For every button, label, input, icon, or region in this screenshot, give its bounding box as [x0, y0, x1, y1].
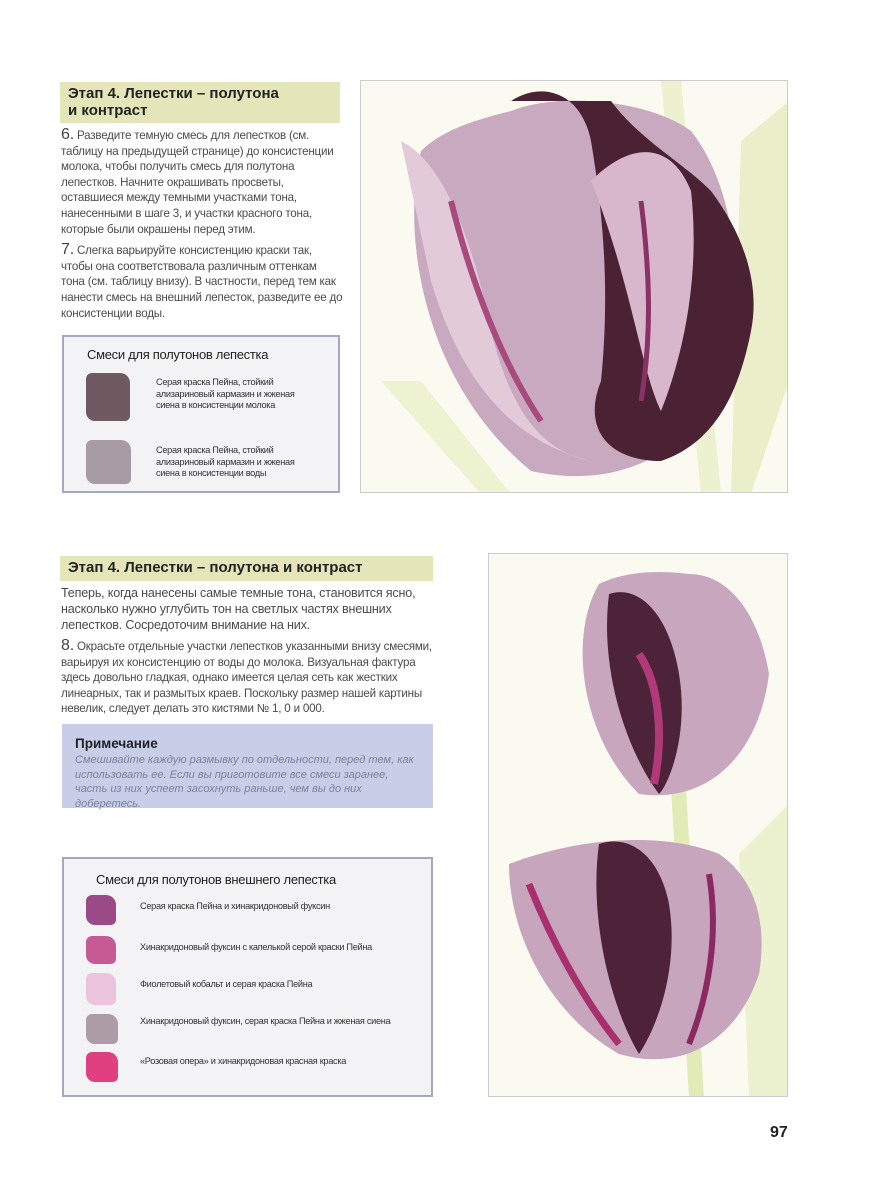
- heading-line: и контраст: [68, 102, 148, 119]
- tulip-illustration: [489, 554, 788, 1097]
- step-7: 7. Слегка варьируйте консистенцию краски так, чтобы она соответствовала различным оттенкам тона (см. таблицу внизу). В частности, перед тем как нанести смесь на внешний лепесток, разведите ее до консистенции воды.: [61, 241, 343, 320]
- color-swatch: [86, 936, 116, 964]
- heading-line: Этап 4. Лепестки – полутона: [68, 85, 279, 102]
- tulip-painting-2: [488, 553, 788, 1097]
- swatch-label: Хинакридоновый фуксин, серая краска Пейна и жженая сиена: [140, 1016, 391, 1026]
- section2-text: [61, 585, 436, 722]
- swatch-label: Серая краска Пейна, стойкий ализариновый кармазин и жженая сиена в консистенции воды: [156, 445, 295, 478]
- step-8: 8. Окрасьте отдельные участки лепестков указанными внизу смесями, варьируя их консистенцию от воды до молока. Визуальная фактура здесь довольно гладкая, однако имеется целая сеть как жестких линеарных, так и размытых краев. Поскольку размер нашей картины невелик, следует делать это кистями № 1, 0 и 000.: [61, 637, 432, 715]
- section1-heading: [60, 82, 340, 123]
- mix-box-title: Смеси для полутонов лепестка: [87, 347, 269, 362]
- swatch-label: Фиолетовый кобальт и серая краска Пейна: [140, 979, 313, 989]
- mix-box-outer-petal: [62, 857, 433, 1097]
- note-title: Примечание: [75, 736, 158, 751]
- color-swatch: [86, 373, 130, 421]
- note-text: Смешивайте каждую размывку по отдельности, перед тем, как использовать ее. Если вы приготовите все смеси заранее, часть из них успеет засохнуть раньше, чем вы до них доберетесь.: [75, 754, 414, 810]
- color-swatch: [86, 1052, 118, 1082]
- section2-heading: Этап 4. Лепестки – полутона и контраст: [60, 556, 433, 581]
- color-swatch: [86, 895, 116, 925]
- tulip-painting-1: [360, 80, 788, 493]
- swatch-label: Хинакридоновый фуксин с капелькой серой краски Пейна: [140, 942, 372, 952]
- note-box: [62, 724, 433, 808]
- page-number: 97: [770, 1124, 788, 1141]
- step-6: 6. Разведите темную смесь для лепестков (см. таблицу на предыдущей странице) до консистенции молока, чтобы получить смесь для полутона лепестков. Начните окрашивать просветы, оставшиеся между темными участками тона, нанесенными в шаге 3, и участки красного тона, которые были окрашены перед этим.: [61, 126, 334, 236]
- swatch-label: «Розовая опера» и хинакридоновая красная краска: [140, 1056, 347, 1066]
- swatch-label: Серая краска Пейна, стойкий ализариновый кармазин и жженая сиена в консистенции молока: [156, 377, 295, 410]
- tulip-illustration: [361, 81, 788, 493]
- color-swatch: [86, 1014, 118, 1044]
- swatch-label: Серая краска Пейна и хинакридоновый фуксин: [140, 901, 330, 911]
- color-swatch: [86, 973, 116, 1005]
- mix-box-petal: [62, 335, 340, 493]
- section1-text: [61, 127, 343, 326]
- intro-paragraph: Теперь, когда нанесены самые темные тона, становится ясно, насколько нужно углубить тон на светлых частях внешних лепестков. Сосредоточим внимание на них.: [61, 586, 416, 632]
- color-swatch: [86, 440, 131, 484]
- mix-box-title: Смеси для полутонов внешнего лепестка: [96, 872, 336, 887]
